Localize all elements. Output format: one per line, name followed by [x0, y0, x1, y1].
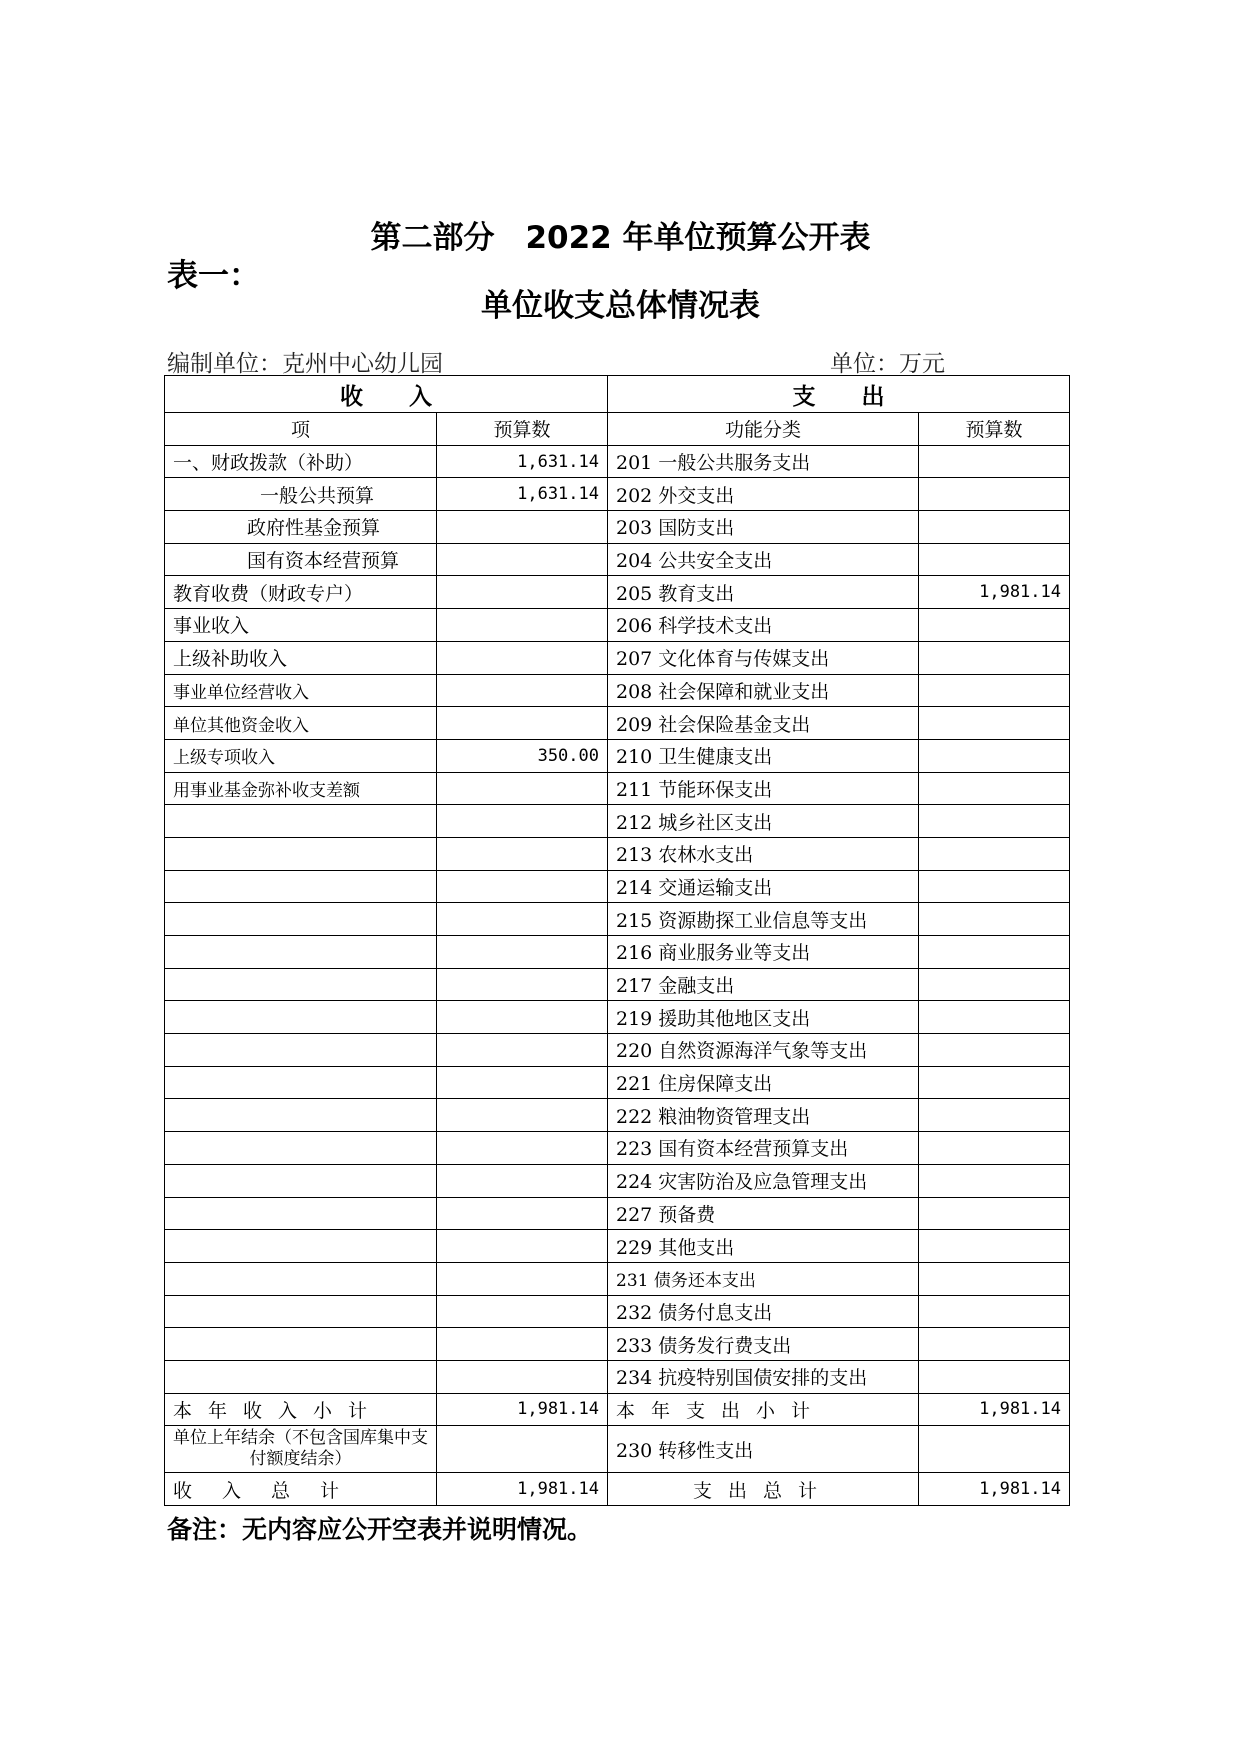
- expense-category: 220 自然资源海洋气象等支出: [608, 1034, 919, 1067]
- income-value: [437, 1328, 608, 1361]
- income-value: [437, 641, 608, 674]
- expense-category: 223 国有资本经营预算支出: [608, 1132, 919, 1165]
- expense-budget-header: 预算数: [919, 413, 1070, 446]
- income-value: [437, 772, 608, 805]
- table-row: [165, 903, 1070, 936]
- expense-value: [919, 511, 1070, 544]
- income-subtotal-label: 本年收入小计: [165, 1393, 437, 1426]
- table-row: [165, 445, 1070, 478]
- expense-value: [919, 936, 1070, 969]
- compiling-unit: 编制单位：克州中心幼儿园: [167, 351, 443, 377]
- income-value: 1,631.14: [437, 478, 608, 511]
- carryover-value: [437, 1426, 608, 1473]
- expense-category: 211 节能环保支出: [608, 772, 919, 805]
- expense-value: [919, 837, 1070, 870]
- income-value: [437, 1099, 608, 1132]
- income-value: [437, 1066, 608, 1099]
- income-item: [165, 903, 437, 936]
- income-value: [437, 1164, 608, 1197]
- expense-category: 213 农林水支出: [608, 837, 919, 870]
- expense-value: [919, 478, 1070, 511]
- expense-category: 207 文化体育与传媒支出: [608, 641, 919, 674]
- expense-category: 233 债务发行费支出: [608, 1328, 919, 1361]
- expense-category: 210 卫生健康支出: [608, 739, 919, 772]
- income-item: [165, 1132, 437, 1165]
- expense-category: 224 灾害防治及应急管理支出: [608, 1164, 919, 1197]
- expense-value: [919, 1001, 1070, 1034]
- table-row: [165, 739, 1070, 772]
- income-value: [437, 1001, 608, 1034]
- expense-value: [919, 1295, 1070, 1328]
- subtotal-row: [165, 1393, 1070, 1426]
- income-item: [165, 1262, 437, 1295]
- expense-category: 216 商业服务业等支出: [608, 936, 919, 969]
- income-value: 1,631.14: [437, 445, 608, 478]
- expense-value: [919, 707, 1070, 740]
- table-row: [165, 805, 1070, 838]
- expense-category: 214 交通运输支出: [608, 870, 919, 903]
- table-row: [165, 543, 1070, 576]
- table-row: [165, 968, 1070, 1001]
- income-item: 用事业基金弥补收支差额: [165, 772, 437, 805]
- income-value: [437, 805, 608, 838]
- expense-category: 221 住房保障支出: [608, 1066, 919, 1099]
- income-total-value: 1,981.14: [437, 1473, 608, 1506]
- income-value: [437, 903, 608, 936]
- income-item: 一般公共预算: [165, 478, 437, 511]
- table-row: [165, 1230, 1070, 1263]
- expense-category: 234 抗疫特别国债安排的支出: [608, 1360, 919, 1393]
- income-item: 上级专项收入: [165, 739, 437, 772]
- income-item: 教育收费（财政专户）: [165, 576, 437, 609]
- income-value: [437, 674, 608, 707]
- income-item: [165, 1328, 437, 1361]
- expense-value: [919, 543, 1070, 576]
- income-value: [437, 968, 608, 1001]
- page-title: 第二部分 2022 年单位预算公开表: [370, 220, 871, 256]
- expense-category: 222 粮油物资管理支出: [608, 1099, 919, 1132]
- income-item: [165, 1295, 437, 1328]
- expense-category: 229 其他支出: [608, 1230, 919, 1263]
- table-row: [165, 576, 1070, 609]
- expense-category: 208 社会保障和就业支出: [608, 674, 919, 707]
- income-item: [165, 1001, 437, 1034]
- income-item: 事业收入: [165, 609, 437, 642]
- carryover-row: [165, 1426, 1070, 1473]
- income-value: [437, 936, 608, 969]
- expense-subtotal-value: 1,981.14: [919, 1393, 1070, 1426]
- header-row-main: [165, 376, 1070, 413]
- expense-value: [919, 870, 1070, 903]
- income-value: [437, 1197, 608, 1230]
- income-value: [437, 1132, 608, 1165]
- expense-subtotal-label: 本年支出小计: [608, 1393, 919, 1426]
- table-row: [165, 1197, 1070, 1230]
- income-item: [165, 805, 437, 838]
- expense-value: [919, 739, 1070, 772]
- expense-value: [919, 609, 1070, 642]
- income-budget-header: 预算数: [437, 413, 608, 446]
- table-row: [165, 1001, 1070, 1034]
- income-item: [165, 968, 437, 1001]
- income-subtotal-value: 1,981.14: [437, 1393, 608, 1426]
- expense-value: [919, 968, 1070, 1001]
- expense-value: [919, 445, 1070, 478]
- expense-category: 209 社会保险基金支出: [608, 707, 919, 740]
- income-value: [437, 576, 608, 609]
- income-value: [437, 543, 608, 576]
- total-row: [165, 1473, 1070, 1506]
- expense-category: 202 外交支出: [608, 478, 919, 511]
- income-item: 政府性基金预算: [165, 511, 437, 544]
- table-row: [165, 837, 1070, 870]
- expense-category: 231 债务还本支出: [608, 1262, 919, 1295]
- income-item: [165, 837, 437, 870]
- header-row-sub: [165, 413, 1070, 446]
- transfer-expense-value: [919, 1426, 1070, 1473]
- income-value: 350.00: [437, 739, 608, 772]
- table-row: [165, 674, 1070, 707]
- expense-value: [919, 1034, 1070, 1067]
- income-item: 单位其他资金收入: [165, 707, 437, 740]
- expense-category: 215 资源勘探工业信息等支出: [608, 903, 919, 936]
- income-value: [437, 837, 608, 870]
- expense-category: 232 债务付息支出: [608, 1295, 919, 1328]
- table-row: [165, 772, 1070, 805]
- expense-value: [919, 1262, 1070, 1295]
- table-row: [165, 1164, 1070, 1197]
- table-row: [165, 1328, 1070, 1361]
- table-row: [165, 1360, 1070, 1393]
- income-total-label: 收入总计: [165, 1473, 437, 1506]
- expense-category: 227 预备费: [608, 1197, 919, 1230]
- table-row: [165, 1262, 1070, 1295]
- expense-total-label: 支出总计: [608, 1473, 919, 1506]
- table-row: [165, 1099, 1070, 1132]
- income-item: [165, 870, 437, 903]
- item-header: 项: [165, 413, 437, 446]
- income-value: [437, 1262, 608, 1295]
- income-item: [165, 1099, 437, 1132]
- table-number-label: 表一：: [167, 258, 260, 294]
- expense-category: 201 一般公共服务支出: [608, 445, 919, 478]
- income-value: [437, 1360, 608, 1393]
- expense-value: [919, 1066, 1070, 1099]
- carryover-label: 单位上年结余（不包含国库集中支付额度结余）: [165, 1426, 437, 1473]
- expense-category: 212 城乡社区支出: [608, 805, 919, 838]
- expense-category: 205 教育支出: [608, 576, 919, 609]
- income-item: 事业单位经营收入: [165, 674, 437, 707]
- income-value: [437, 1295, 608, 1328]
- expense-category: 203 国防支出: [608, 511, 919, 544]
- expense-total-value: 1,981.14: [919, 1473, 1070, 1506]
- transfer-expense-label: 230 转移性支出: [608, 1426, 919, 1473]
- expense-category: 206 科学技术支出: [608, 609, 919, 642]
- expense-value: [919, 1360, 1070, 1393]
- income-item: 上级补助收入: [165, 641, 437, 674]
- expense-value: [919, 772, 1070, 805]
- table-title: 单位收支总体情况表: [481, 288, 760, 324]
- expense-category: 219 援助其他地区支出: [608, 1001, 919, 1034]
- income-item: 一、财政拨款（补助）: [165, 445, 437, 478]
- expense-value: [919, 1132, 1070, 1165]
- category-header: 功能分类: [608, 413, 919, 446]
- table-row: [165, 1295, 1070, 1328]
- table-row: [165, 870, 1070, 903]
- income-item: [165, 1034, 437, 1067]
- expense-category: 217 金融支出: [608, 968, 919, 1001]
- expense-value: [919, 641, 1070, 674]
- table-row: [165, 707, 1070, 740]
- income-item: 国有资本经营预算: [165, 543, 437, 576]
- table-row: [165, 1034, 1070, 1067]
- income-item: [165, 936, 437, 969]
- income-value: [437, 511, 608, 544]
- income-value: [437, 609, 608, 642]
- table-row: [165, 1066, 1070, 1099]
- expense-value: [919, 674, 1070, 707]
- expense-value: [919, 903, 1070, 936]
- table-row: [165, 1132, 1070, 1165]
- table-row: [165, 478, 1070, 511]
- income-header: 收 入: [165, 376, 608, 413]
- expense-value: [919, 805, 1070, 838]
- table-row: [165, 936, 1070, 969]
- income-value: [437, 1034, 608, 1067]
- income-item: [165, 1164, 437, 1197]
- expense-value: 1,981.14: [919, 576, 1070, 609]
- table-row: [165, 511, 1070, 544]
- expense-category: 204 公共安全支出: [608, 543, 919, 576]
- income-item: [165, 1066, 437, 1099]
- footnote: 备注：无内容应公开空表并说明情况。: [167, 1515, 593, 1544]
- income-item: [165, 1197, 437, 1230]
- income-value: [437, 707, 608, 740]
- expense-value: [919, 1099, 1070, 1132]
- expense-value: [919, 1197, 1070, 1230]
- income-item: [165, 1360, 437, 1393]
- income-value: [437, 870, 608, 903]
- expense-header: 支 出: [608, 376, 1070, 413]
- expense-value: [919, 1164, 1070, 1197]
- income-item: [165, 1230, 437, 1263]
- income-value: [437, 1230, 608, 1263]
- expense-value: [919, 1328, 1070, 1361]
- budget-table: [164, 375, 1070, 1506]
- table-row: [165, 609, 1070, 642]
- expense-value: [919, 1230, 1070, 1263]
- unit-of-measure: 单位：万元: [830, 351, 945, 377]
- table-row: [165, 641, 1070, 674]
